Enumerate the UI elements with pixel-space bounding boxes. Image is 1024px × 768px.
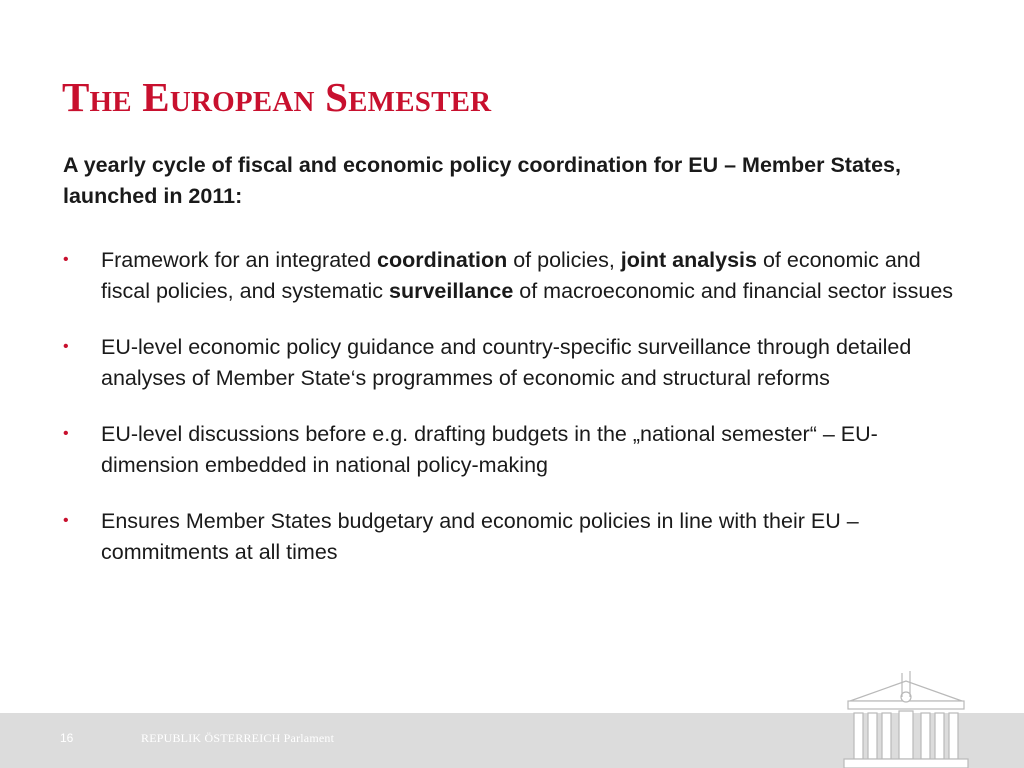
bullet-emphasis-joint-analysis: joint analysis [620, 248, 757, 272]
bullet-text-part: of policies, [507, 248, 621, 272]
bullet-marker: • [63, 338, 69, 355]
bullet-item-discussions [63, 419, 963, 480]
bullet-emphasis-surveillance: surveillance [388, 278, 514, 303]
bullet-list [63, 245, 963, 567]
bullet-text: EU-level discussions before e.g. drafting budgets in the „national semester“ – EU-dimension embedded in national policy-making [101, 422, 878, 477]
bullet-marker: • [63, 251, 69, 268]
bullet-item-framework [63, 245, 963, 306]
page-number: 16 [60, 731, 74, 745]
bullet-text: Ensures Member States budgetary and economic policies in line with their EU – commitments at all times [101, 509, 859, 564]
bullet-item-commitments [63, 506, 963, 567]
bullet-text-part: of macroeconomic and financial sector issues [513, 278, 954, 303]
bullet-marker: • [63, 425, 69, 442]
bullet-text: EU-level economic policy guidance and country-specific surveillance through detailed analyses of Member State‘s programmes of economic and structural reforms [101, 335, 912, 390]
parliament-building-icon [836, 667, 976, 768]
bullet-text-part: Framework for an integrated [101, 248, 378, 272]
bullet-emphasis-coordination: coordination [377, 248, 508, 272]
footer-org-text: REPUBLIK ÖSTERREICH Parlament [141, 731, 335, 745]
slide-subtitle: A yearly cycle of fiscal and economic policy coordination for EU – Member States, launched in 2011: [63, 153, 901, 208]
bullet-text-part: of economic and fiscal policies, and systematic [101, 248, 921, 303]
bullet-marker: • [63, 512, 69, 529]
slide-title: The European Semester [62, 74, 492, 120]
bullet-item-guidance [63, 332, 963, 393]
